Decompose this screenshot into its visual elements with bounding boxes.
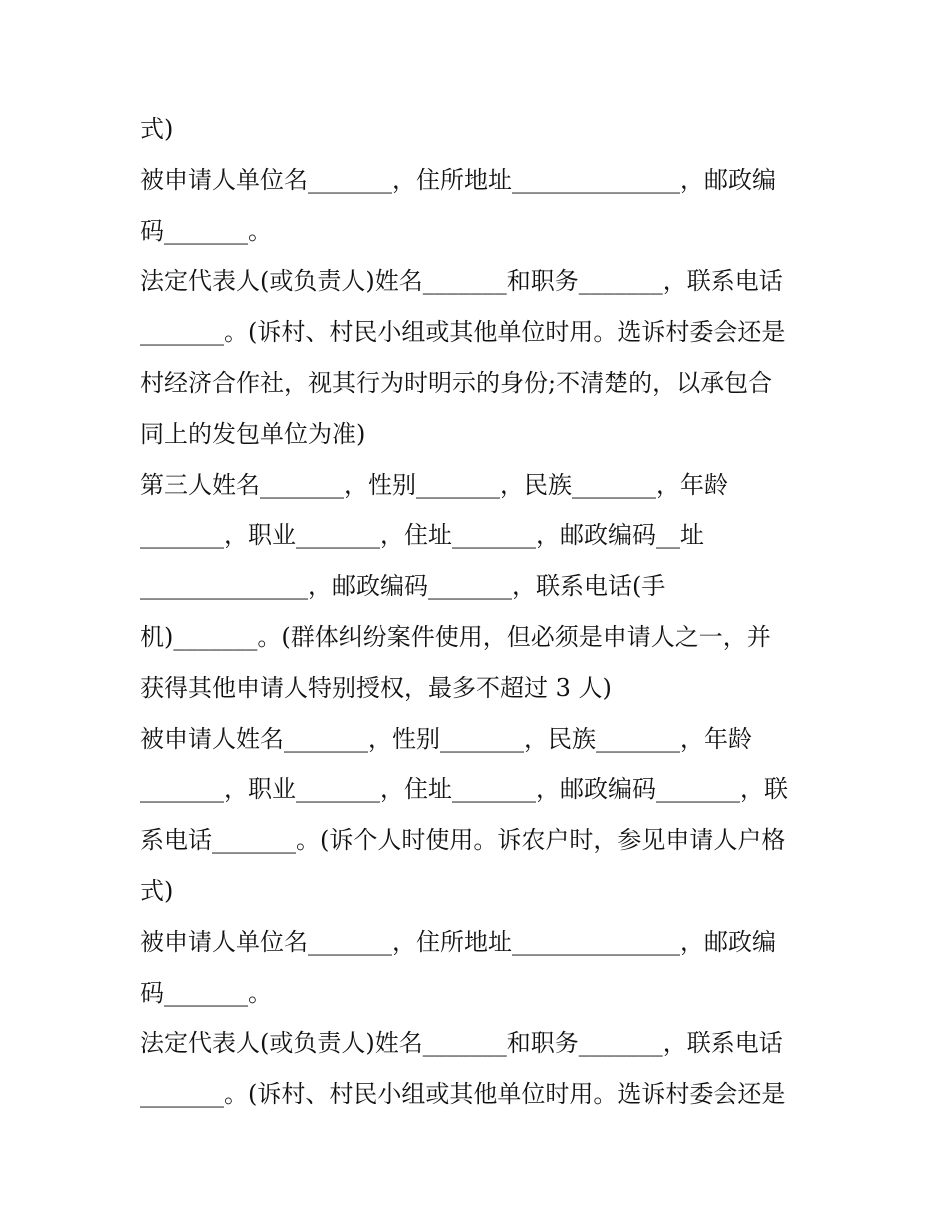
text-line: 码_______。 bbox=[140, 978, 272, 1007]
text-line: 被申请人单位名_______，住所地址______________，邮政编 bbox=[140, 927, 776, 956]
document-body bbox=[140, 104, 810, 1120]
text-line: 法定代表人(或负责人)姓名_______和职务_______，联系电话 bbox=[140, 267, 783, 296]
text-line: 式) bbox=[140, 115, 174, 143]
text-line: _______，职业_______，住址_______，邮政编码_______，联 bbox=[140, 775, 788, 804]
text-line: 被申请人单位名_______，住所地址______________，邮政编 bbox=[140, 165, 776, 194]
text-line: 获得其他申请人特别授权，最多不超过 3 人) bbox=[140, 673, 612, 702]
text-line: _______，职业_______，住址_______，邮政编码__址 bbox=[140, 521, 704, 550]
text-line: ______________，邮政编码_______，联系电话(手 bbox=[140, 572, 666, 601]
text-line: 码_______。 bbox=[140, 216, 272, 245]
text-line: 机)_______。(群体纠纷案件使用，但必须是申请人之一，并 bbox=[140, 622, 771, 651]
text-line: 式) bbox=[140, 876, 174, 905]
text-line: 法定代表人(或负责人)姓名_______和职务_______，联系电话 bbox=[140, 1029, 783, 1058]
text-line: 村经济合作社，视其行为时明示的身份;不清楚的，以承包合 bbox=[140, 368, 773, 397]
text-line: 同上的发包单位为准) bbox=[140, 419, 366, 448]
text-line: _______。(诉村、村民小组或其他单位时用。选诉村委会还是 bbox=[140, 1080, 786, 1109]
text-line: 系电话_______。(诉个人时使用。诉农户时，参见申请人户格 bbox=[140, 826, 786, 855]
text-line: 第三人姓名_______，性别_______，民族_______，年龄 bbox=[140, 470, 728, 499]
text-line: _______。(诉村、村民小组或其他单位时用。选诉村委会还是 bbox=[140, 318, 786, 347]
text-line: 被申请人姓名_______，性别_______，民族_______，年龄 bbox=[140, 724, 752, 753]
